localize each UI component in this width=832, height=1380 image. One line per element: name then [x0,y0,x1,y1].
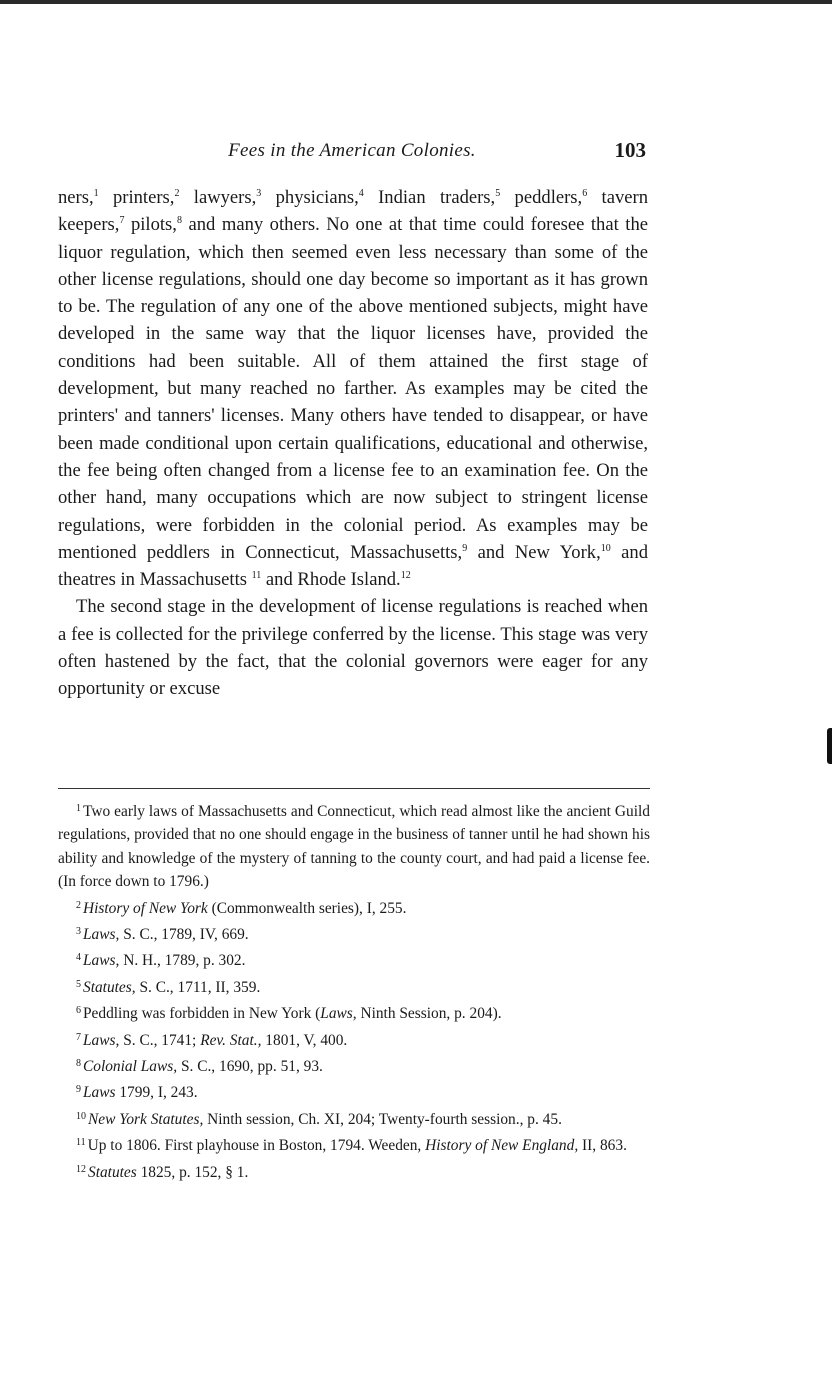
footnote-text: Laws, [83,1031,120,1049]
footnotes [58,797,650,1184]
footnote-number: 8 [76,1058,81,1070]
footnote-text: (Commonwealth series), I, 255. [207,899,407,917]
running-title: Fees in the American Colonies. [228,140,476,161]
footnote [58,920,650,946]
text-run: peddlers, [500,187,583,208]
page-number: 103 [614,138,646,162]
footnote-text: Two early laws of Massachusetts and Connecticut, which read almost like the ancient Guild regulations, provided that no one should engage in the business of tanner until he had shown his ability and knowledge of the mystery of tanning to the county court, and had paid a license fee. (In force down to 1796.) [58,803,650,891]
footnote-text: S. C., 1741; [119,1031,201,1049]
footnote-text: Colonial Laws, [83,1058,178,1076]
footnote-ref: 9 [462,542,468,554]
text-run: physicians, [261,187,359,208]
footnote-text: Ninth session, Ch. XI, 204; Twenty-fourth session., p. 45. [203,1110,562,1128]
footnote-text: S. C., 1789, IV, 669. [119,926,249,944]
footnote-text: S. C., 1711, II, 359. [135,978,261,996]
footnote-text: Rev. Stat., [200,1031,262,1049]
footnote-number: 11 [76,1137,86,1149]
footnote [58,797,650,894]
footnote-text: Laws, [83,926,120,944]
footnote [58,1158,650,1184]
footnote-ref: 6 [582,188,588,199]
text-run: and New York, [467,541,601,563]
footnote-text: 1825, p. 152, § 1. [136,1163,249,1181]
text-run: printers, [98,187,175,208]
footnote-text: Laws, [83,952,120,970]
page-top-edge [0,0,832,4]
body-text [58,184,648,703]
footnote-number: 1 [76,803,81,814]
footnote-ref: 1 [93,188,99,199]
paragraph-2: The second stage in the development of license regulations is reached when a fee is collected for the privilege conferred by the license. This stage was very often hastened by the fact, that the colonial governors were eager for any opportunity or excuse [58,596,648,700]
text-run: Indian traders, [363,187,496,208]
footnote-number: 10 [76,1110,86,1122]
footnote-number: 5 [76,978,81,990]
footnote-text: Laws, [320,1005,357,1023]
footnote-text: Statutes, [83,978,136,996]
footnote-ref: 5 [495,188,501,199]
footnote [58,999,650,1025]
footnote-text: Laws [83,1084,116,1102]
footnote-ref: 12 [400,570,411,582]
footnote-text: Up to 1806. First playhouse in Boston, 1794. Weeden, [87,1137,426,1155]
footnote-ref: 7 [119,215,125,227]
footnote [58,1078,650,1104]
text-run: pilots, [124,214,177,236]
text-run: lawyers, [179,187,257,208]
footnote-text: Ninth Session, p. 204). [356,1005,502,1023]
footnote-text: 1799, I, 243. [115,1084,198,1102]
page-header [58,138,646,166]
footnote-text: History of New York [83,899,208,917]
footnote-ref: 11 [251,570,262,582]
footnote-number: 2 [76,899,81,911]
footnote-number: 6 [76,1005,81,1017]
footnote [58,1052,650,1078]
text-run: and Rhode Island. [261,569,401,591]
footnote-text: S. C., 1690, pp. 51, 93. [177,1058,323,1076]
footnote-ref: 4 [358,188,364,199]
footnote-ref: 8 [176,215,182,227]
footnote-number: 7 [76,1031,81,1043]
footnote-number: 3 [76,926,81,938]
footnote-text: 1801, V, 400. [261,1031,348,1049]
text-run: and theatres in Massachusetts [58,541,648,591]
footnote-text: Peddling was forbidden in New York ( [83,1005,321,1023]
footnote [58,946,650,972]
footnote [58,973,650,999]
footnote [58,1131,650,1157]
footnote [58,1026,650,1052]
footnote-number: 12 [76,1163,86,1175]
paragraph-1 [58,184,648,593]
footnote-number: 9 [76,1084,81,1096]
footnote-ref: 10 [600,542,611,554]
text-run: and many others. No one at that time could foresee that the liquor regulation, which then seemed even less necessary than some of the other license regulations, should one day become so important as it has grown to be. The regulation of any one of the above mentioned subjects, might have developed in the same way that the liquor licenses have, provided the conditions had been suitable. All of them attained the first stage of development, but many reached no farther. As examples may be cited the printers' and tanners' licenses. Many others have tended to disappear, or have been made conditional upon certain qualifications, educational and otherwise, the fee being often changed from a license fee to an examination fee. On the other hand, many occupations which are now subject to stringent license regulations, were forbidden in the colonial period. As examples may be mentioned peddlers in Connecticut, Massachusetts, [58,214,649,563]
footnote-ref: 3 [256,188,262,199]
footnote-text: Statutes [88,1163,137,1181]
footnote-text: New York Statutes, [88,1110,204,1128]
scan-edge-mark [827,728,832,764]
text-run: tavern keepers, [58,187,648,236]
footnote [58,894,650,920]
text-run: ners, [58,187,94,208]
footnote-text: History of New England, [425,1137,579,1155]
footnote-text: II, 863. [578,1137,627,1155]
footnote-ref: 2 [174,188,180,199]
footnote-number: 4 [76,952,81,964]
footnote [58,1105,650,1131]
footnote-text: N. H., 1789, p. 302. [119,952,246,970]
footnote-rule [58,788,650,789]
